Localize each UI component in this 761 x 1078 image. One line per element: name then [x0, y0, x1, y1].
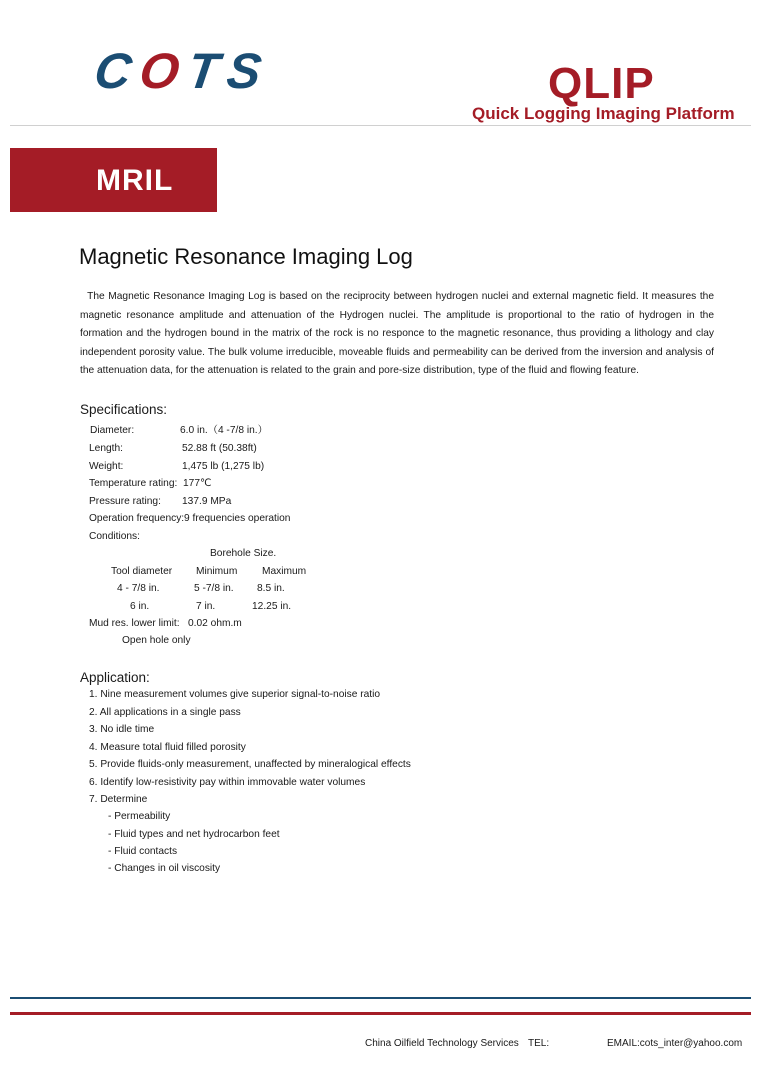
frequency-label: Operation frequency:	[89, 513, 185, 524]
application-item: 6. Identify low-resistivity pay within immovable water volumes	[89, 777, 366, 788]
pressure-label: Pressure rating:	[89, 496, 161, 507]
row1-max: 8.5 in.	[257, 583, 285, 594]
open-hole-note: Open hole only	[122, 635, 191, 646]
length-label: Length:	[89, 443, 123, 454]
intro-paragraph	[80, 288, 714, 381]
frequency-value: 9 frequencies operation	[184, 513, 291, 524]
footer-rule-red	[10, 1012, 751, 1015]
temperature-value: 177℃	[183, 478, 212, 489]
weight-label: Weight:	[89, 461, 124, 472]
application-subitem: - Fluid types and net hydrocarbon feet	[108, 829, 280, 840]
row2-max: 12.25 in.	[252, 601, 292, 612]
specifications-heading: Specifications:	[80, 402, 168, 417]
col-minimum: Minimum	[196, 566, 238, 577]
footer-company: China Oilfield Technology Services	[365, 1038, 519, 1049]
footer-tel-label: TEL:	[528, 1038, 550, 1049]
logo-letters-ts: TS	[184, 43, 274, 99]
row1-tool: 4 - 7/8 in.	[117, 583, 160, 594]
header-divider	[10, 125, 751, 126]
application-subitem: - Permeability	[108, 811, 171, 822]
temperature-label: Temperature rating:	[89, 478, 178, 489]
row2-tool: 6 in.	[130, 601, 150, 612]
length-value: 52.88 ft (50.38ft)	[182, 443, 257, 454]
mril-banner: MRIL	[10, 148, 217, 212]
application-item: 3. No idle time	[89, 724, 155, 735]
logo-letter-c: C	[91, 43, 145, 99]
qlip-subtitle: Quick Logging Imaging Platform	[472, 104, 735, 123]
footer-email: EMAIL:cots_inter@yahoo.com	[607, 1038, 743, 1049]
application-subitem: - Fluid contacts	[108, 846, 178, 857]
mud-res-label: Mud res. lower limit:	[89, 618, 180, 629]
application-heading: Application:	[80, 670, 150, 685]
col-tool-diameter: Tool diameter	[111, 566, 173, 577]
row2-min: 7 in.	[196, 601, 216, 612]
intro-text: The Magnetic Resonance Imaging Log is based on the reciprocity between hydrogen nuclei and external magnetic field. It measures the magnetic resonance amplitude and attenuation of the Hydrogen nuclei. The amplitude is proportional to the ratio of hydrogen in the formation and the hydrogen bound in the matrix of the rock is no responce to the magnetic resonance, thus providing a lithology and clay independent porosity value. The bulk volume irreducible, moveable fluids and permeability can be derived from the inversion and analysis of the attenuation data, for the attenuation is related to the grain and pore-size distribution, type of the fluid and flowing feature.	[80, 291, 714, 377]
pressure-value: 137.9 MPa	[182, 496, 232, 507]
borehole-size-heading: Borehole Size.	[210, 548, 277, 559]
logo-letter-o: O	[136, 43, 192, 99]
diameter-value: 6.0 in.（4 -7/8 in.）	[180, 425, 268, 436]
weight-value: 1,475 lb (1,275 lb)	[182, 461, 265, 472]
application-subitem: - Changes in oil viscosity	[108, 863, 221, 874]
diameter-label: Diameter:	[90, 425, 135, 436]
application-item: 1. Nine measurement volumes give superior signal-to-noise ratio	[89, 689, 381, 700]
col-maximum: Maximum	[262, 566, 307, 577]
application-item: 5. Provide fluids-only measurement, unaffected by mineralogical effects	[89, 759, 411, 770]
qlip-logo: QLIP	[548, 59, 655, 108]
footer-rule-blue	[10, 997, 751, 999]
row1-min: 5 -7/8 in.	[194, 583, 234, 594]
conditions-label: Conditions:	[89, 531, 140, 542]
mud-res-value: 0.02 ohm.m	[188, 618, 242, 629]
application-item: 7. Determine	[89, 794, 148, 805]
application-item: 4. Measure total fluid filled porosity	[89, 742, 246, 753]
cots-logo	[91, 43, 274, 99]
page-title: Magnetic Resonance Imaging Log	[79, 244, 413, 269]
application-item: 2. All applications in a single pass	[89, 707, 241, 718]
